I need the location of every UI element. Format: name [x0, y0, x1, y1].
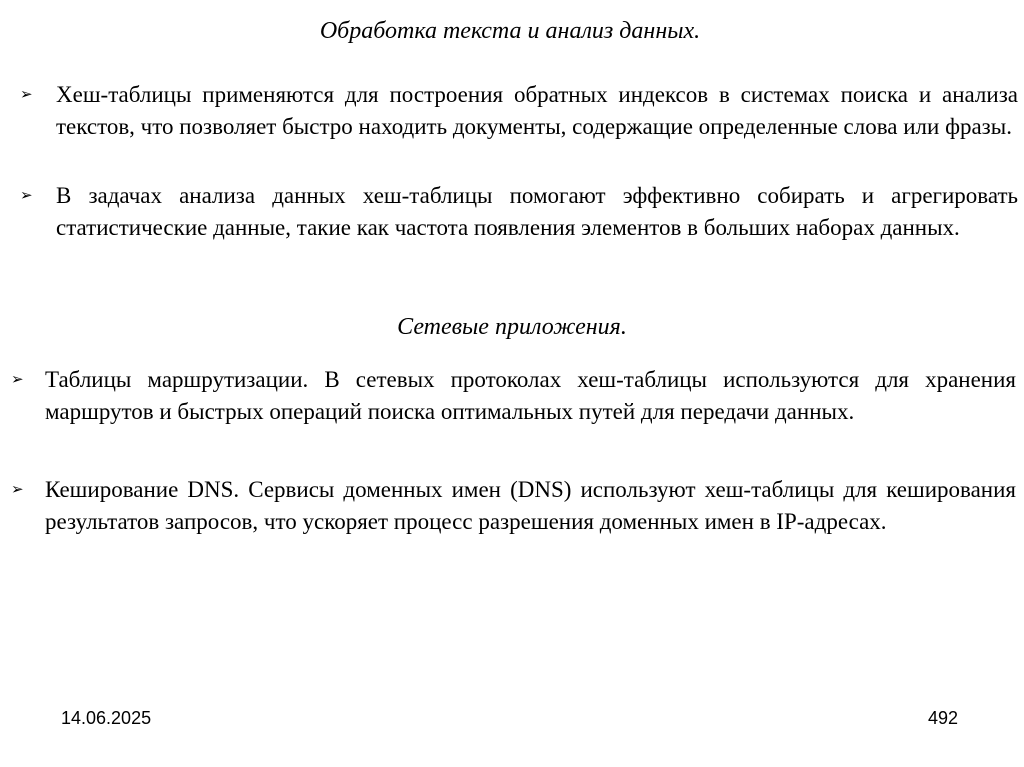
section-title-text-processing: Обработка текста и анализ данных. — [319, 18, 701, 44]
bullet-item-routing-tables — [11, 364, 1016, 427]
bullet-text: Кеширование DNS. Сервисы доменных имен (DNS) используют хеш-таблицы для кеширования результатов запросов, что ускоряет процесс разрешения доменных имен в IP-адресах. — [45, 477, 1016, 534]
bullet-item-inverted-index — [20, 79, 1018, 142]
arrow-bullet-icon: ➢ — [11, 370, 24, 388]
arrow-bullet-icon: ➢ — [11, 480, 24, 498]
bullet-item-data-aggregation — [20, 180, 1018, 243]
bullet-text: Таблицы маршрутизации. В сетевых протоколах хеш-таблицы используются для хранения маршрутов и быстрых операций поиска оптимальных путей для передачи данных. — [45, 367, 1016, 424]
footer-date: 14.06.2025 — [61, 708, 152, 728]
footer-page-number: 492 — [928, 708, 959, 728]
arrow-bullet-icon: ➢ — [20, 186, 33, 204]
bullet-text: Хеш-таблицы применяются для построения обратных индексов в системах поиска и анализа текстов, что позволяет быстро находить документы, содержащие определенные слова или фразы. — [56, 82, 1018, 139]
bullet-item-dns-caching — [11, 474, 1016, 537]
arrow-bullet-icon: ➢ — [20, 85, 33, 103]
section-title-network-apps: Сетевые приложения. — [397, 314, 627, 340]
bullet-text: В задачах анализа данных хеш-таблицы помогают эффективно собирать и агрегировать статистические данные, такие как частота появления элементов в больших наборах данных. — [56, 183, 1018, 240]
